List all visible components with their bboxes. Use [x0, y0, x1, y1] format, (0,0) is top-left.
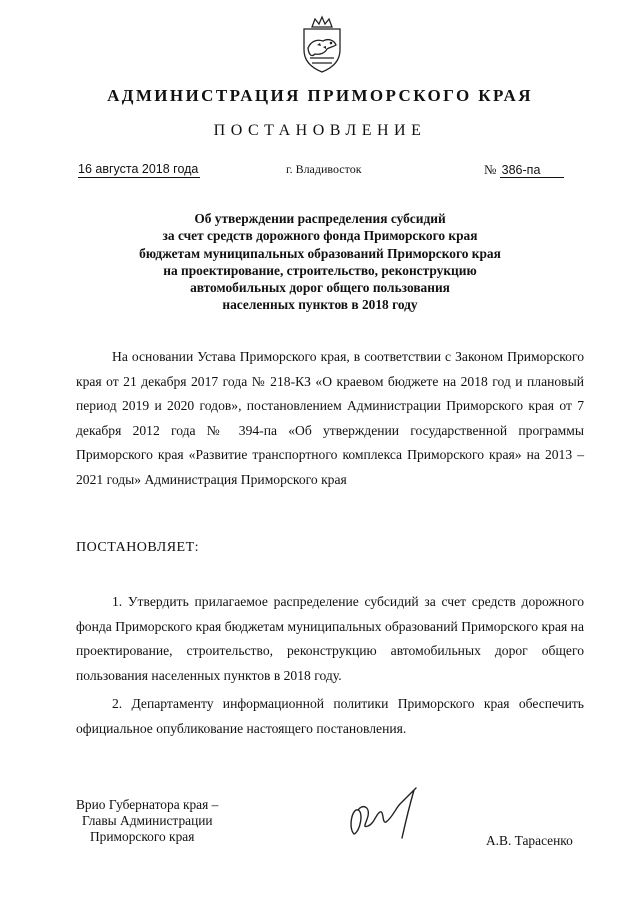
signatory-position — [76, 797, 218, 846]
heading-line: на проектирование, строительство, реконструкцию — [163, 262, 477, 278]
organization-title: АДМИНИСТРАЦИЯ ПРИМОРСКОГО КРАЯ — [107, 86, 533, 105]
position-line: Главы Администрации — [82, 813, 213, 829]
document-number-value: 386-па — [500, 163, 564, 178]
position-line: Врио Губернатора края – — [76, 797, 219, 812]
position-line: Приморского края — [90, 829, 195, 845]
preamble-paragraph: На основании Устава Приморского края, в соответствии с Законом Приморского края от 21 декабря 2017 года № 218-КЗ «О краевом бюджете на 2018 год и плановый период 2019 и 2020 годов», постановлением Администрации Приморского края от 7 декабря 2012 года № 394-па «Об утверждении государственной программы Приморского края «Развитие транспортного комплекса Приморского края» на 2013 – 2021 годы» Администрация Приморского края — [76, 349, 584, 487]
document-date-value: 16 августа 2018 года — [78, 162, 199, 176]
document-number — [484, 162, 564, 178]
document-city: г. Владивосток — [286, 162, 362, 176]
heading-line: за счет средств дорожного фонда Приморского края — [162, 228, 478, 244]
clause-1: 1. Утвердить прилагаемое распределение субсидий за счет средств дорожного фонда Приморского края бюджетам муниципальных образований Приморского края на проектирование, строительство, реконструкцию автомобильных дорог общего пользования населенных пунктов в 2018 году. — [76, 594, 584, 683]
signer-name: А.В. Тарасенко — [486, 833, 573, 848]
heading-line: автомобильных дорог общего пользования — [190, 280, 450, 296]
document-date — [78, 162, 208, 176]
heading-line: бюджетам муниципальных образований Приморского края — [139, 245, 501, 261]
clause-2: 2. Департаменту информационной политики Приморского края обеспечить официальное опубликование настоящего постановления. — [76, 696, 584, 736]
heading-line: Об утверждении распределения субсидий — [194, 211, 446, 226]
document-meta — [0, 162, 640, 184]
document-heading — [110, 210, 530, 314]
coat-of-arms-icon — [296, 14, 348, 76]
handwritten-signature-icon — [340, 782, 440, 846]
number-prefix: № — [484, 162, 497, 177]
heading-line: населенных пунктов в 2018 году — [222, 297, 418, 313]
document-type: ПОСТАНОВЛЕНИЕ — [213, 122, 427, 139]
resolve-heading: ПОСТАНОВЛЯЕТ: — [76, 540, 200, 555]
